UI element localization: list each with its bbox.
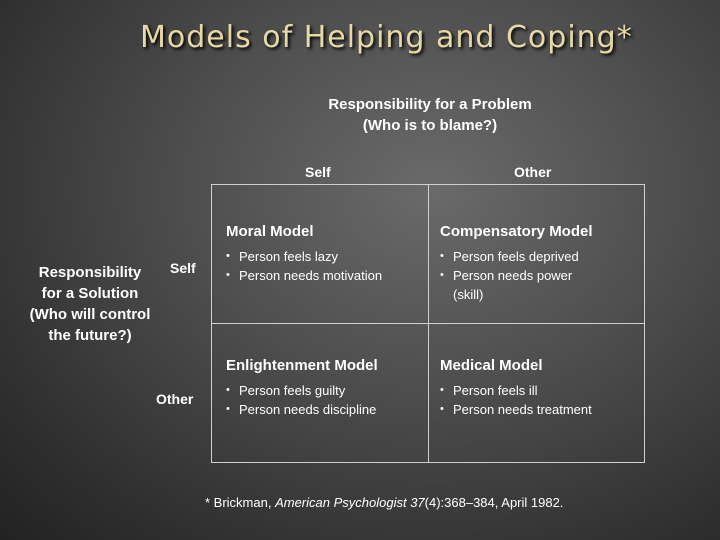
cell-bullets: [440, 381, 640, 419]
row-label-self: Self: [170, 260, 196, 276]
bullet-item: • Person feels guilty: [226, 381, 426, 400]
bullet-item: • Person needs motivation: [226, 266, 426, 285]
footnote-suffix: (4):368–384, April 1982.: [424, 495, 564, 510]
solution-header-line1: Responsibility: [38, 264, 142, 281]
slide-title: Models of Helping and Coping*: [140, 20, 633, 55]
solution-responsibility-header: [10, 262, 170, 346]
footnote-prefix: * Brickman,: [205, 495, 276, 510]
bullet-item: • Person needs treatment: [440, 400, 640, 419]
bullet-item: • Person feels ill: [440, 381, 640, 400]
cell-title: Moral Model: [226, 223, 314, 240]
solution-header-line3: (Who will control: [29, 306, 151, 323]
cell-title: Compensatory Model: [440, 223, 593, 240]
problem-header-line2: (Who is to blame?): [362, 117, 498, 134]
matrix-horizontal-divider: [212, 323, 644, 324]
cell-bullets: [226, 247, 426, 285]
row-label-other: Other: [156, 391, 194, 407]
cell-enlightenment-model: [226, 357, 426, 419]
citation-footnote: [0, 495, 720, 510]
column-label-other: Other: [514, 164, 552, 180]
cell-bullets: [440, 247, 640, 304]
column-label-self: Self: [305, 164, 331, 180]
problem-responsibility-header: [290, 94, 570, 136]
bullet-continuation: (skill): [453, 287, 484, 302]
cell-medical-model: [440, 357, 640, 419]
footnote-journal: American Psychologist 37: [275, 495, 425, 510]
solution-header-line2: for a Solution: [41, 285, 139, 302]
helping-models-matrix: [211, 184, 645, 463]
bullet-item: • Person feels lazy: [226, 247, 426, 266]
cell-title: Enlightenment Model: [226, 357, 378, 374]
cell-bullets: [226, 381, 426, 419]
cell-compensatory-model: [440, 223, 640, 304]
solution-header-line4: the future?): [48, 327, 132, 344]
cell-moral-model: [226, 223, 426, 285]
cell-title: Medical Model: [440, 357, 543, 374]
bullet-item: • Person needs discipline: [226, 400, 426, 419]
bullet-item: • Person feels deprived: [440, 247, 640, 266]
bullet-item: • Person needs power: [440, 266, 640, 285]
problem-header-line1: Responsibility for a Problem: [328, 96, 532, 113]
